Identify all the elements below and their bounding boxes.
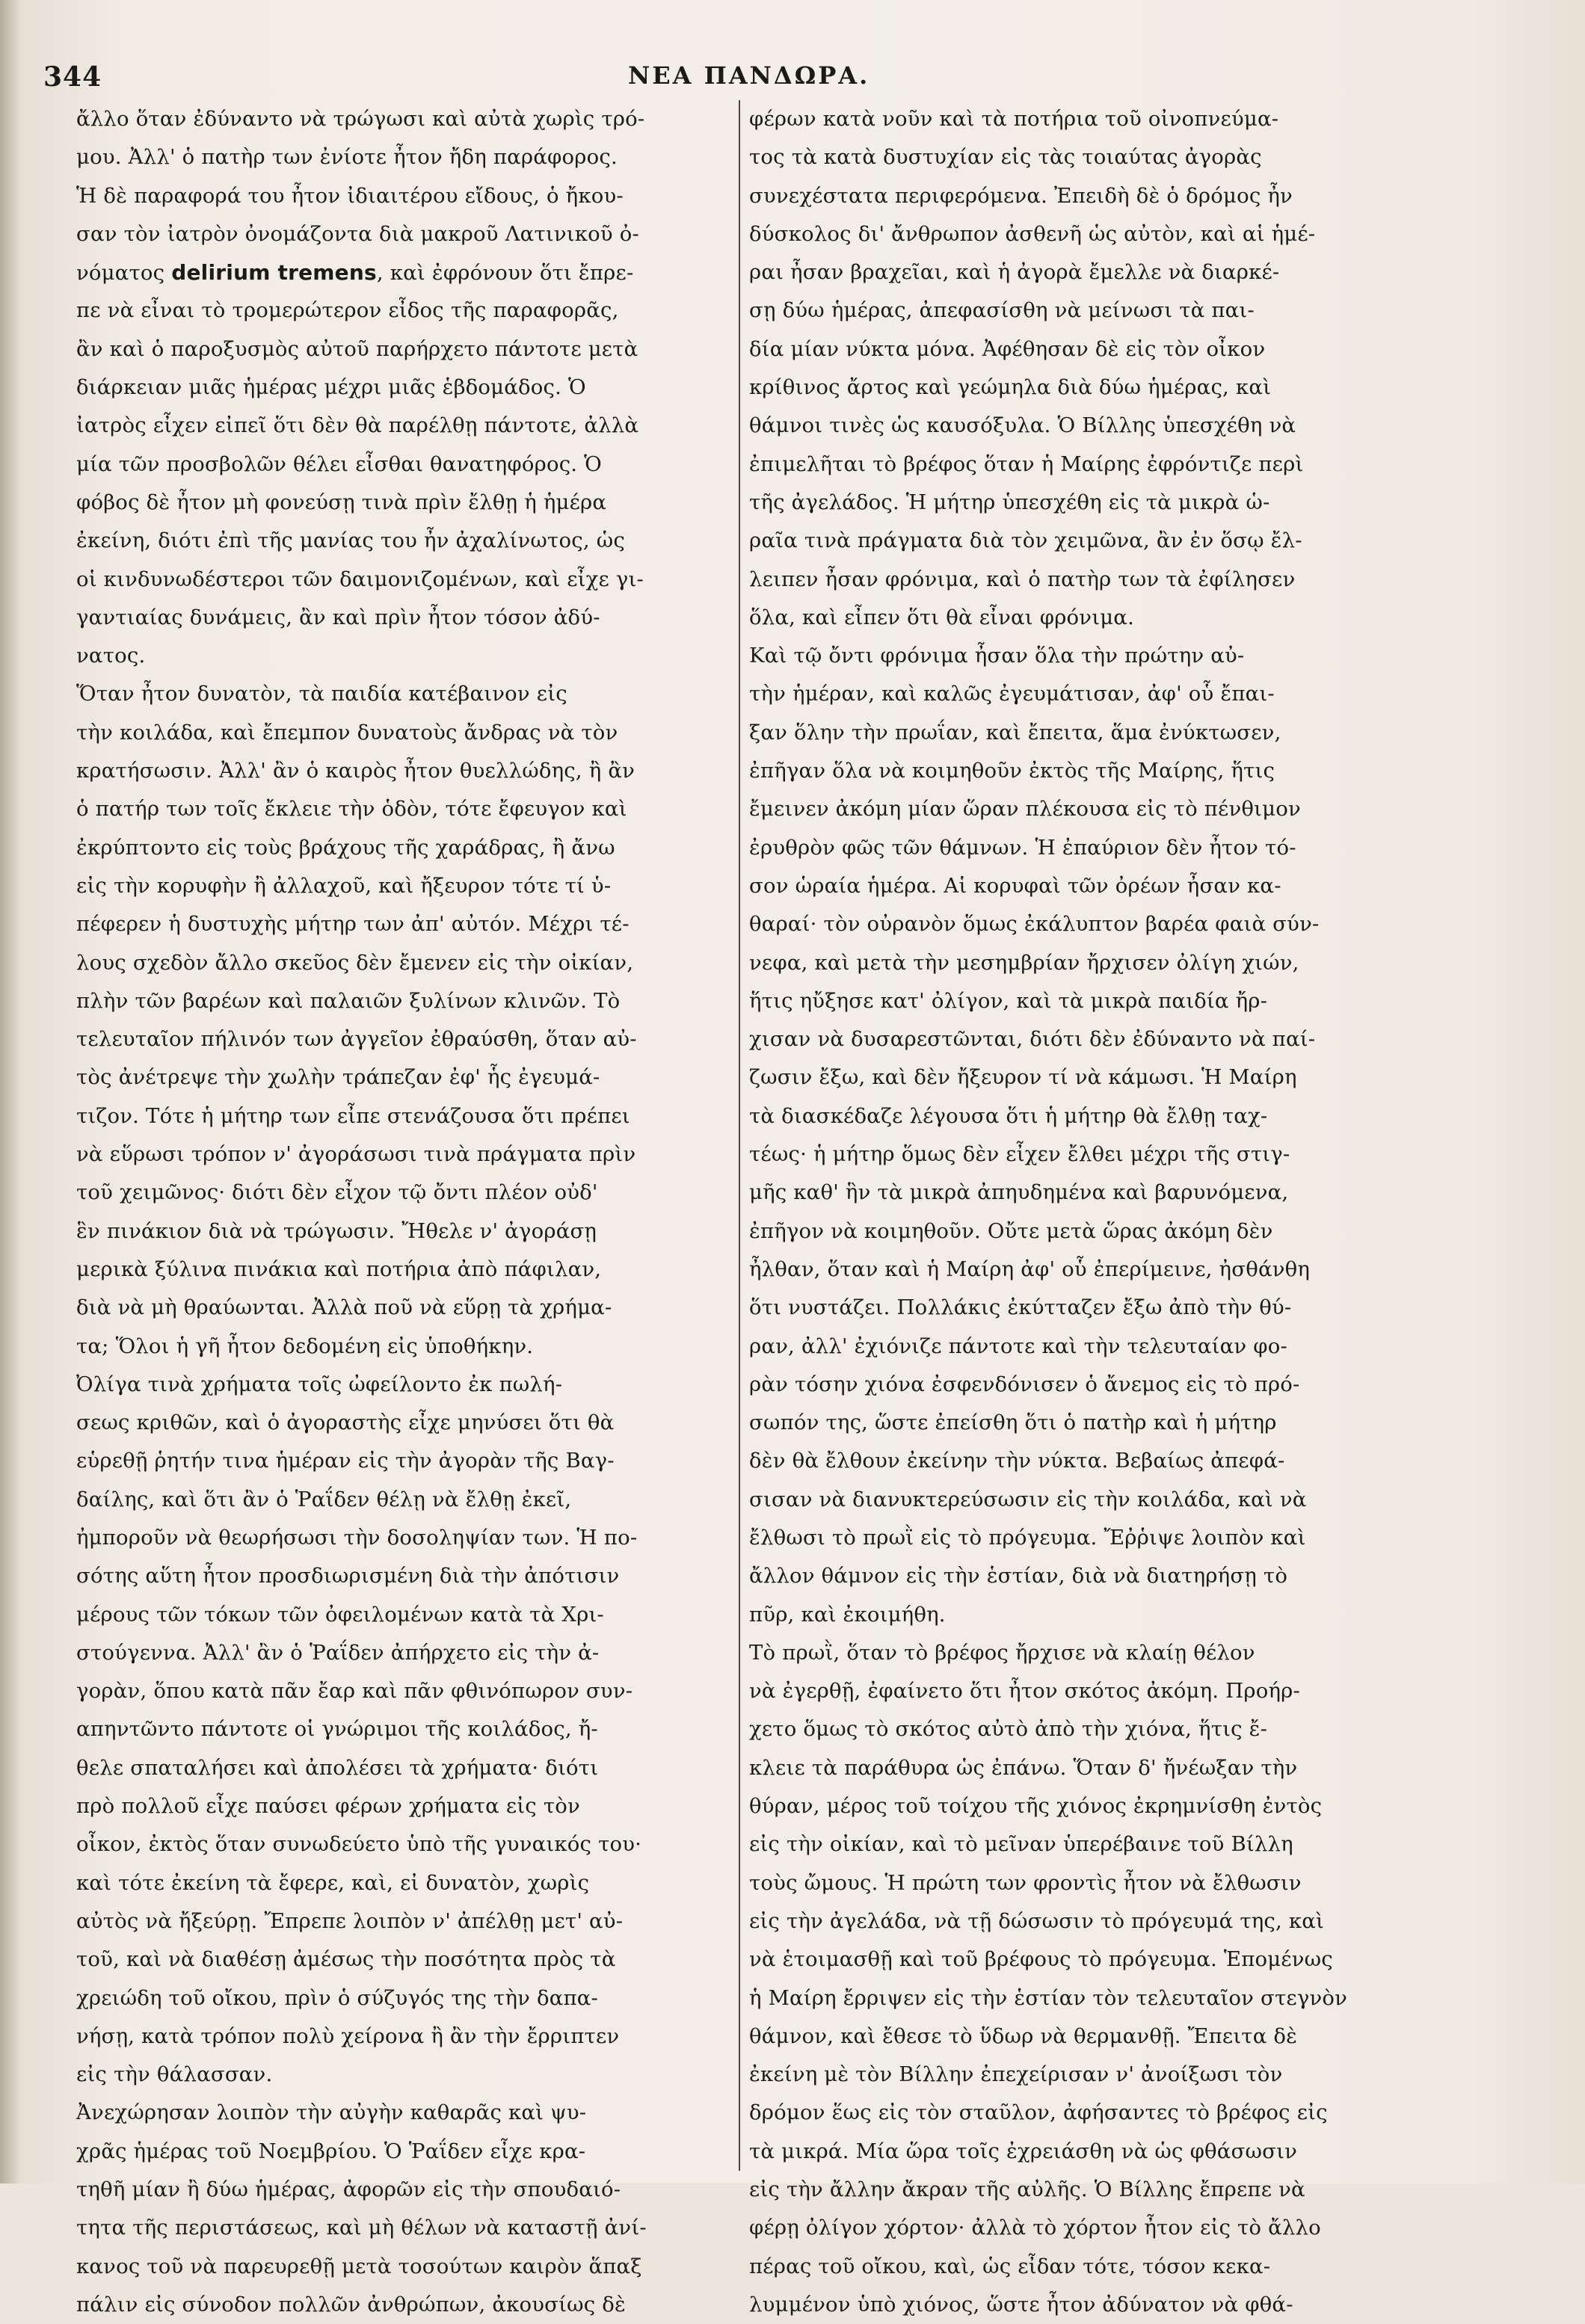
text-line: μῆς καθ' ἣν τὰ μικρὰ ἀπηυδημένα καὶ βαρυνόμενα, bbox=[749, 1180, 1289, 1205]
text-line: φόβος δὲ ἦτον μὴ φονεύσῃ τινὰ πρὶν ἔλθῃ ἡ ἡμέρα bbox=[76, 490, 607, 514]
text-line: ρὰν τόσην χιόνα ἐσφενδόνισεν ὁ ἄνεμος εἰς τὸ πρό- bbox=[749, 1372, 1300, 1396]
text-line: τοῦ, καὶ νὰ διαθέσῃ ἀμέσως τὴν ποσότητα πρὸς τὰ bbox=[76, 1947, 616, 1972]
text-line: κλειε τὰ παράθυρα ὡς ἐπάνω. Ὅταν δ' ἤνέωξαν τὴν bbox=[749, 1755, 1298, 1780]
text-line: μου. Ἀλλ' ὁ πατὴρ των ἐνίοτε ἦτον ἤδη παράφορος. bbox=[76, 145, 618, 170]
text-line: Ὅταν ἦτον δυνατὸν, τὰ παιδία κατέβαινον εἰς bbox=[76, 682, 567, 706]
text-line: πλὴν τῶν βαρέων καὶ παλαιῶν ξυλίνων κλινῶν. Τὸ bbox=[76, 988, 621, 1013]
text-line: διάρκειαν μιᾶς ἡμέρας μέχρι μιᾶς ἑβδομάδος. Ὁ bbox=[76, 375, 586, 400]
text-line: ἄλλο ὅταν ἐδύναντο νὰ τρώγωσι καὶ αὐτὰ χωρὶς τρό- bbox=[76, 107, 645, 131]
text-line: τελευταῖον πήλινόν των ἀγγεῖον ἐθραύσθη, ὅταν αὐ- bbox=[76, 1027, 637, 1052]
text-line: κανος τοῦ νὰ παρευρεθῇ μετὰ τοσούτων καιρὸν ἅπαξ bbox=[76, 2254, 642, 2278]
text-line: τέως· ἡ μήτηρ ὅμως δὲν εἶχεν ἔλθει μέχρι τῆς στιγ- bbox=[749, 1142, 1290, 1167]
text-line: χισαν νὰ δυσαρεστῶνται, διότι δὲν ἐδύναντο νὰ παί- bbox=[749, 1027, 1316, 1052]
text-line: στούγεννα. Ἀλλ' ἂν ὁ Ῥαΐδεν ἀπήρχετο εἰς τὴν ἀ- bbox=[76, 1640, 600, 1665]
text-line: ἓν πινάκιον διὰ νὰ τρώγωσιν. Ἤθελε ν' ἀγοράσῃ bbox=[76, 1218, 597, 1243]
text-line: δὲν θὰ ἔλθουν ἐκείνην τὴν νύκτα. Βεβαίως ἀπεφά- bbox=[749, 1449, 1285, 1473]
text-line: ζωσιν ἔξω, καὶ δὲν ἤξευρον τί νὰ κάμωσι. Ἡ Μαίρη bbox=[749, 1065, 1297, 1090]
text-line: ραι ἦσαν βραχεῖαι, καὶ ἡ ἀγορὰ ἔμελλε νὰ διαρκέ- bbox=[749, 260, 1280, 285]
running-title: ΝΕΑ ΠΑΝΔΩΡΑ. bbox=[628, 61, 870, 90]
text-line: χετο ὅμως τὸ σκότος αὐτὸ ἀπὸ τὴν χιόνα, ἥτις ἔ- bbox=[749, 1717, 1268, 1742]
text-line: σωπόν της, ὥστε ἐπείσθη ὅτι ὁ πατὴρ καὶ ἡ μήτηρ bbox=[749, 1411, 1277, 1435]
text-line: ἄλλον θάμνον εἰς τὴν ἑστίαν, διὰ νὰ διατηρήσῃ τὸ bbox=[749, 1564, 1288, 1588]
binding-shadow bbox=[0, 0, 21, 2183]
text-line: εἰς τὴν οἰκίαν, καὶ τὸ μεῖναν ὑπερέβαινε τοῦ Βίλλη bbox=[749, 1832, 1293, 1857]
text-line: σαν τὸν ἰατρὸν ὀνομάζοντα διὰ μακροῦ Λατινικοῦ ὀ- bbox=[76, 221, 639, 246]
text-line: πέρας τοῦ οἴκου, καὶ, ὡς εἶδαν τότε, τόσον κεκα- bbox=[749, 2254, 1271, 2278]
text-line: ἠμποροῦν νὰ θεωρήσωσι τὴν δοσοληψίαν των. Ἡ πο- bbox=[76, 1525, 638, 1550]
page-number: 344 bbox=[43, 61, 102, 93]
text-line: Καὶ τῷ ὄντι φρόνιμα ἦσαν ὅλα τὴν πρώτην αὐ- bbox=[749, 644, 1245, 668]
text-line: χρᾶς ἡμέρας τοῦ Νοεμβρίου. Ὁ Ῥαΐδεν εἶχε κρα- bbox=[76, 2139, 586, 2163]
text-line: οἱ κινδυνωδέστεροι τῶν δαιμονιζομένων, καὶ εἶχε γι- bbox=[76, 567, 644, 591]
text-line: τῆς ἀγελάδος. Ἡ μήτηρ ὑπεσχέθη εἰς τὰ μικρὰ ὡ- bbox=[749, 490, 1270, 514]
text-line: σον ὡραία ἡμέρα. Αἱ κορυφαὶ τῶν ὀρέων ἦσαν κα- bbox=[749, 873, 1281, 898]
text-line: τιζον. Τότε ἡ μήτηρ των εἶπε στενάζουσα ὅτι πρέπει bbox=[76, 1103, 630, 1128]
text-line: τος τὰ κατὰ δυστυχίαν εἰς τὰς τοιαύτας ἀγορὰς bbox=[749, 145, 1262, 170]
text-line: εἰς τὴν κορυφὴν ἢ ἀλλαχοῦ, καὶ ἤξευρον τότε τί ὑ- bbox=[76, 873, 612, 898]
text-line: Τὸ πρωῒ, ὅταν τὸ βρέφος ἤρχισε νὰ κλαίῃ θέλον bbox=[749, 1640, 1255, 1665]
text-line: μερικὰ ξύλινα πινάκια καὶ ποτήρια ἀπὸ πάφιλαν, bbox=[76, 1257, 602, 1281]
text-line: λυμμένον ὑπὸ χιόνος, ὥστε ἦτον ἀδύνατον νὰ φθά- bbox=[749, 2292, 1293, 2317]
text-line: νατος. bbox=[76, 644, 146, 668]
text-line: σισαν νὰ διανυκτερεύσωσιν εἰς τὴν κοιλάδα, καὶ νὰ bbox=[749, 1487, 1307, 1511]
text-line: δία μίαν νύκτα μόνα. Ἀφέθησαν δὲ εἰς τὸν οἶκον bbox=[749, 336, 1266, 361]
text-line: ὅτι νυστάζει. Πολλάκις ἐκύτταζεν ἔξω ἀπὸ τὴν θύ- bbox=[749, 1295, 1292, 1320]
text-line: μέρους τῶν τόκων τῶν ὀφειλομένων κατὰ τὰ Χρι- bbox=[76, 1602, 604, 1627]
text-line: ἔλθωσι τὸ πρωῒ εἰς τὸ πρόγευμα. Ἔῤῥιψε λοιπὸν καὶ bbox=[749, 1525, 1306, 1550]
text-line: τὸς ἀνέτρεψε τὴν χωλὴν τράπεζαν ἐφ' ἧς ἐγευμά- bbox=[76, 1065, 600, 1090]
text-line: αὐτὸς νὰ ἤξεύρῃ. Ἔπρεπε λοιπὸν ν' ἀπέλθῃ μετ' αὐ- bbox=[76, 1908, 624, 1933]
text-line: θελε σπαταλήσει καὶ ἀπολέσει τὰ χρήματα· διότι bbox=[76, 1755, 599, 1780]
text-line: νεφα, καὶ μετὰ τὴν μεσημβρίαν ἤρχισεν ὀλίγη χιών, bbox=[749, 950, 1299, 975]
latin-term: delirium tremens bbox=[171, 260, 377, 286]
text-line: εἰς τὴν ἀγελάδα, νὰ τῇ δώσωσιν τὸ πρόγευμά της, καὶ bbox=[749, 1908, 1325, 1933]
text-line: ἂν καὶ ὁ παροξυσμὸς αὐτοῦ παρήρχετο πάντοτε μετὰ bbox=[76, 336, 638, 361]
text-line: πέφερεν ἡ δυστυχὴς μήτηρ των ἀπ' αὐτόν. Μέχρι τέ- bbox=[76, 912, 630, 937]
text-line: ἦλθαν, ὅταν καὶ ἡ Μαίρη ἀφ' οὗ ἐπερίμεινε, ἠσθάνθη bbox=[749, 1257, 1311, 1281]
text-line: εἰς τὴν ἄλλην ἄκραν τῆς αὐλῆς. Ὁ Βίλλης ἔπρεπε νὰ bbox=[749, 2177, 1305, 2202]
text-line: απηντῶντο πάντοτε οἱ γνώριμοι τῆς κοιλάδος, ἤ- bbox=[76, 1717, 598, 1742]
text-line: τὰ διασκέδαζε λέγουσα ὅτι ἡ μήτηρ θὰ ἔλθῃ ταχ- bbox=[749, 1103, 1268, 1128]
text-line: ἐκρύπτοντο εἰς τοὺς βράχους τῆς χαράδρας, ἢ ἄνω bbox=[76, 835, 615, 860]
text-line: Ἡ δὲ παραφορά του ἦτον ἰδιαιτέρου εἴδους, ὁ ἤκου- bbox=[76, 183, 624, 208]
text-line: κρατήσωσιν. Ἀλλ' ἂν ὁ καιρὸς ἦτον θυελλώδης, ἢ ἂν bbox=[76, 759, 635, 783]
text-line: πρὸ πολλοῦ εἶχε παύσει φέρων χρήματα εἰς τὸν bbox=[76, 1794, 580, 1819]
text-line: νὰ ἑτοιμασθῇ καὶ τοῦ βρέφους τὸ πρόγευμα. Ἑπομένως bbox=[749, 1947, 1333, 1972]
text-line: γορὰν, ὅπου κατὰ πᾶν ἔαρ καὶ πᾶν φθινόπωρον συν- bbox=[76, 1679, 633, 1704]
text-line: τοὺς ὤμους. Ἡ πρώτη των φροντὶς ἦτον νὰ ἔλθωσιν bbox=[749, 1870, 1302, 1895]
text-line: εὑρεθῇ ῥητήν τινα ἡμέραν εἰς τὴν ἀγορὰν τῆς Βαγ- bbox=[76, 1449, 615, 1473]
page-header bbox=[0, 61, 1585, 106]
text-line: τὰ μικρά. Μία ὥρα τοῖς ἐχρειάσθη νὰ ὡς φθάσωσιν bbox=[749, 2139, 1298, 2163]
column-divider bbox=[739, 100, 740, 2171]
text-line: σῃ δύω ἡμέρας, ἀπεφασίσθη νὰ μείνωσι τὰ παι- bbox=[749, 298, 1255, 323]
text-line: σεως κριθῶν, καὶ ὁ ἀγοραστὴς εἶχε μηνύσει ὅτι θὰ bbox=[76, 1411, 615, 1435]
text-line: νὰ ἐγερθῇ, ἐφαίνετο ὅτι ἦτον σκότος ἀκόμη. Προήρ- bbox=[749, 1679, 1301, 1704]
text-line: ἐρυθρὸν φῶς τῶν θάμνων. Ἡ ἐπαύριον δὲν ἦτον τό- bbox=[749, 835, 1296, 860]
text-line: σότης αὕτη ἦτον προσδιωρισμένη διὰ τὴν ἀπότισιν bbox=[76, 1564, 620, 1588]
text-line: πάλιν εἰς σύνοδον πολλῶν ἀνθρώπων, ἀκουσίως δὲ bbox=[76, 2292, 626, 2317]
left-text-column bbox=[76, 100, 734, 2324]
text-line: ἐκείνη, διότι ἐπὶ τῆς μανίας του ἦν ἀχαλίνωτος, ὡς bbox=[76, 528, 625, 553]
text-line: καὶ τότε ἐκείνη τὰ ἔφερε, καὶ, εἰ δυνατὸν, χωρὶς bbox=[76, 1870, 590, 1895]
text-line: γαντιαίας δυνάμεις, ἂν καὶ πρὶν ἦτον τόσον ἀδύ- bbox=[76, 605, 600, 629]
text-line: συνεχέστατα περιφερόμενα. Ἐπειδὴ δὲ ὁ δρόμος ἦν bbox=[749, 183, 1293, 208]
text-line: ὁ πατήρ των τοῖς ἔκλειε τὴν ὁδὸν, τότε ἔφευγον καὶ bbox=[76, 797, 627, 822]
text-line: ἔμεινεν ἀκόμη μίαν ὥραν πλέκουσα εἰς τὸ πένθιμον bbox=[749, 797, 1301, 822]
text-line: εἰς τὴν θάλασσαν. bbox=[76, 2062, 273, 2087]
text-line: φέρων κατὰ νοῦν καὶ τὰ ποτήρια τοῦ οἰνοπνεύμα- bbox=[749, 107, 1279, 131]
text-line: ἥτις ηὔξησε κατ' ὀλίγον, καὶ τὰ μικρὰ παιδία ἤρ- bbox=[749, 988, 1268, 1013]
text-line: τὴν κοιλάδα, καὶ ἔπεμπον δυνατοὺς ἄνδρας νὰ τὸν bbox=[76, 720, 618, 745]
text-line: Ἀνεχώρησαν λοιπὸν τὴν αὐγὴν καθαρᾶς καὶ ψυ- bbox=[76, 2100, 587, 2125]
text-line: φέρῃ ὀλίγον χόρτον· ἀλλὰ τὸ χόρτον ἦτον εἰς τὸ ἄλλο bbox=[749, 2216, 1321, 2240]
text-line: ἡ Μαίρη ἔρριψεν εἰς τὴν ἑστίαν τὸν τελευταῖον στεγνὸν bbox=[749, 1985, 1348, 2010]
text-line: θύραν, μέρος τοῦ τοίχου τῆς χιόνος ἐκρημνίσθη ἐντὸς bbox=[749, 1794, 1323, 1819]
text-line: θάμνον, καὶ ἔθεσε τὸ ὕδωρ νὰ θερμανθῇ. Ἔπειτα δὲ bbox=[749, 2024, 1298, 2048]
text-line: Ὀλίγα τινὰ χρήματα τοῖς ὠφείλοντο ἐκ πωλή- bbox=[76, 1372, 563, 1396]
text-line: θάμνοι τινὲς ὡς καυσόξυλα. Ὁ Βίλλης ὑπεσχέθη νὰ bbox=[749, 413, 1296, 438]
text-line: δαίλης, καὶ ὅτι ἂν ὁ Ῥαΐδεν θέλῃ νὰ ἔλθῃ ἐκεῖ, bbox=[76, 1487, 572, 1511]
text-line: ἐπῆγαν ὅλα νὰ κοιμηθοῦν ἐκτὸς τῆς Μαίρης, ἥτις bbox=[749, 759, 1275, 783]
text-line: νήσῃ, κατὰ τρόπον πολὺ χείρονα ἢ ἂν τὴν ἔρριπτεν bbox=[76, 2024, 620, 2048]
text-line: ἰατρὸς εἶχεν εἰπεῖ ὅτι δὲν θὰ παρέλθῃ πάντοτε, ἀλλὰ bbox=[76, 413, 639, 438]
text-line: δρόμον ἕως εἰς τὸν σταῦλον, ἀφήσαντες τὸ βρέφος εἰς bbox=[749, 2100, 1328, 2125]
text-line: τα; Ὅλοι ἡ γῆ ἦτον δεδομένη εἰς ὑποθήκην. bbox=[76, 1334, 534, 1358]
text-line: νὰ εὕρωσι τρόπον ν' ἀγοράσωσι τινὰ πράγματα πρὶν bbox=[76, 1142, 636, 1167]
text-line: κρίθινος ἄρτος καὶ γεώμηλα διὰ δύω ἡμέρας, καὶ bbox=[749, 375, 1272, 400]
text-line: ραῖα τινὰ πράγματα διὰ τὸν χειμῶνα, ἂν ἐν ὅσῳ ἔλ- bbox=[749, 528, 1302, 553]
text-line: ἐκείνη μὲ τὸν Βίλλην ἐπεχείρισαν ν' ἀνοίξωσι τὸν bbox=[749, 2062, 1283, 2087]
text-line: πῦρ, καὶ ἐκοιμήθη. bbox=[749, 1602, 946, 1627]
text-line: λειπεν ἦσαν φρόνιμα, καὶ ὁ πατὴρ των τὰ ἐφίλησεν bbox=[749, 567, 1296, 591]
text-line: δύσκολος δι' ἄνθρωπον ἀσθενῆ ὡς αὐτὸν, καὶ αἱ ἡμέ- bbox=[749, 221, 1316, 246]
text-line: ραν, ἀλλ' ἐχιόνιζε πάντοτε καὶ τὴν τελευταίαν φο- bbox=[749, 1334, 1287, 1358]
right-text-column bbox=[749, 100, 1422, 2324]
text-line: ἐπιμελῆται τὸ βρέφος ὅταν ἡ Μαίρης ἐφρόντιζε περὶ bbox=[749, 451, 1304, 476]
text-line: ἐπῆγον νὰ κοιμηθοῦν. Οὔτε μετὰ ὥρας ἀκόμη δὲν bbox=[749, 1218, 1273, 1243]
text-line: διὰ νὰ μὴ θραύωνται. Ἀλλὰ ποῦ νὰ εὕρῃ τὰ χρήμα- bbox=[76, 1295, 612, 1320]
text-line: τηθῆ μίαν ἢ δύω ἡμέρας, ἀφορῶν εἰς τὴν σπουδαιό- bbox=[76, 2177, 621, 2202]
text-line: χρειώδη τοῦ οἴκου, πρὶν ὁ σύζυγός της τὴν δαπα- bbox=[76, 1985, 599, 2010]
text-line: μία τῶν προσβολῶν θέλει εἶσθαι θανατηφόρος. Ὁ bbox=[76, 451, 603, 476]
text-line: τοῦ χειμῶνος· διότι δὲν εἶχον τῷ ὄντι πλέον οὐδ' bbox=[76, 1180, 598, 1205]
text-line: ὅλα, καὶ εἶπεν ὅτι θὰ εἶναι φρόνιμα. bbox=[749, 605, 1134, 629]
text-line: θαραί· τὸν οὐρανὸν ὅμως ἐκάλυπτον βαρέα φαιὰ σύν- bbox=[749, 912, 1320, 937]
text-line: τητα τῆς περιστάσεως, καὶ μὴ θέλων νὰ καταστῇ ἀνί- bbox=[76, 2216, 647, 2240]
text-line: λους σχεδὸν ἄλλο σκεῦος δὲν ἔμενεν εἰς τὴν οἰκίαν, bbox=[76, 950, 634, 975]
text-line: νόματος delirium tremens, καὶ ἐφρόνουν ὅτι ἔπρε- bbox=[76, 260, 634, 286]
text-line: τὴν ἡμέραν, καὶ καλῶς ἐγευμάτισαν, ἀφ' οὗ ἔπαι- bbox=[749, 682, 1275, 706]
text-line: ξαν ὅλην τὴν πρωΐαν, καὶ ἔπειτα, ἅμα ἐνύκτωσεν, bbox=[749, 720, 1281, 745]
text-line: πε νὰ εἶναι τὸ τρομερώτερον εἶδος τῆς παραφορᾶς, bbox=[76, 298, 619, 323]
text-line: οἶκον, ἐκτὸς ὅταν συνωδεύετο ὑπὸ τῆς γυναικός του· bbox=[76, 1832, 642, 1857]
